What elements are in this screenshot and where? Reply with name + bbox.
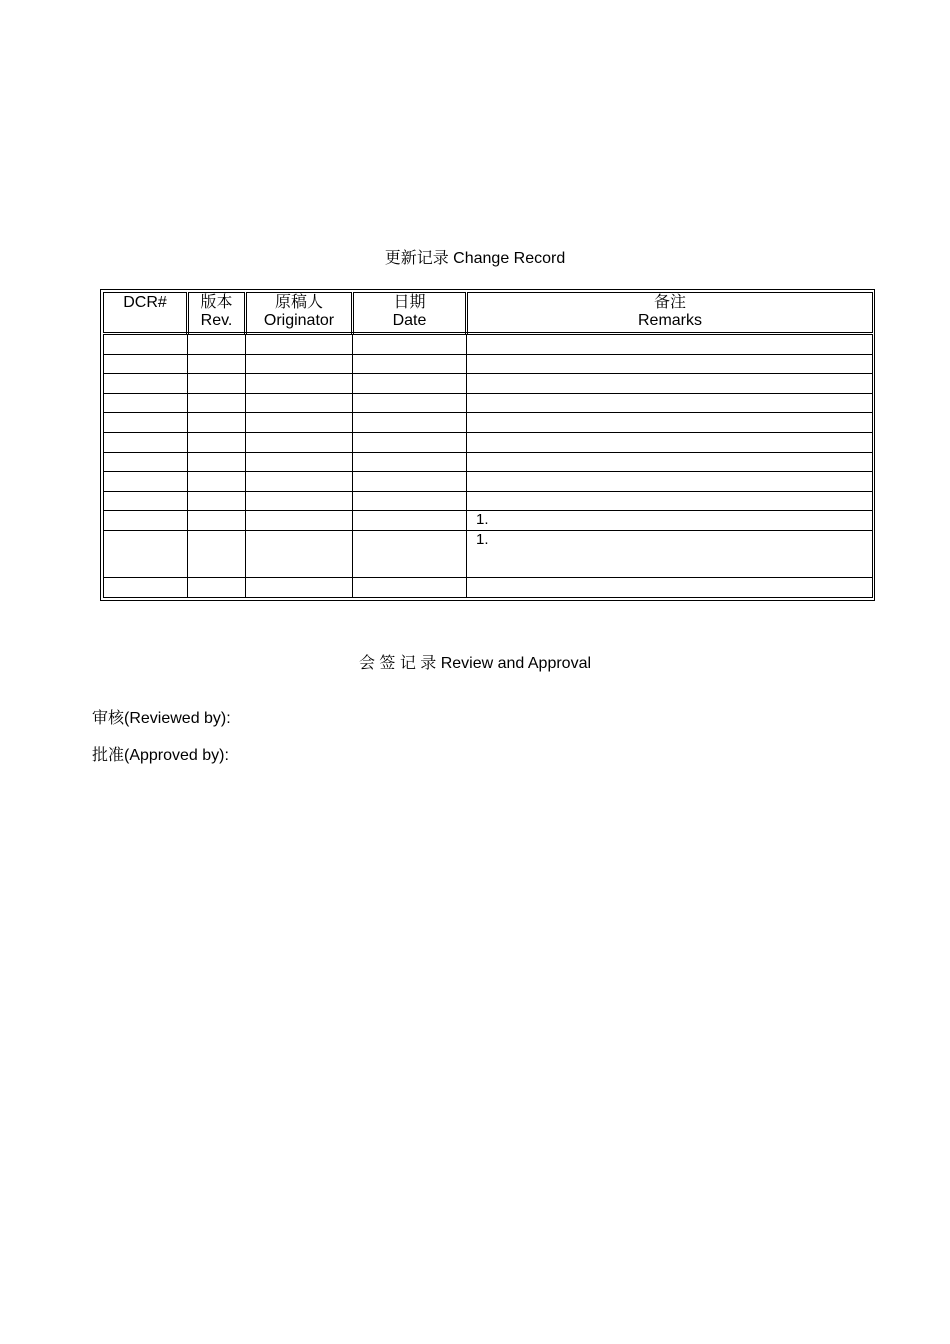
cell-originator	[246, 433, 353, 453]
header-date-en: Date	[392, 312, 427, 329]
header-remarks	[467, 293, 873, 334]
cell-dcr	[104, 472, 188, 492]
cell-originator	[246, 413, 353, 433]
cell-dcr	[104, 393, 188, 413]
cell-rev	[188, 511, 246, 531]
cell-rev	[188, 452, 246, 472]
cell-rev	[188, 578, 246, 598]
cell-originator	[246, 530, 353, 577]
table-row	[104, 491, 873, 511]
cell-originator	[246, 491, 353, 511]
cell-originator	[246, 452, 353, 472]
cell-rev	[188, 354, 246, 374]
header-rev	[188, 293, 246, 334]
cell-date	[353, 393, 467, 413]
cell-rev	[188, 413, 246, 433]
cell-dcr	[104, 530, 188, 577]
cell-originator	[246, 374, 353, 394]
cell-date	[353, 491, 467, 511]
header-date	[353, 293, 467, 334]
cell-remarks	[467, 472, 873, 492]
cell-remarks: 1.	[467, 530, 873, 577]
cell-dcr	[104, 433, 188, 453]
approved-by-label: 批准(Approved by):	[92, 747, 229, 764]
header-originator	[246, 293, 353, 334]
cell-date	[353, 334, 467, 355]
table-row	[104, 452, 873, 472]
cell-rev	[188, 472, 246, 492]
cell-dcr	[104, 374, 188, 394]
cell-rev	[188, 334, 246, 355]
cell-date	[353, 354, 467, 374]
header-dcr-label: DCR#	[123, 294, 167, 311]
cell-dcr	[104, 491, 188, 511]
table-row	[104, 578, 873, 598]
cell-originator	[246, 578, 353, 598]
table-row	[104, 354, 873, 374]
cell-date	[353, 374, 467, 394]
change-record-table-frame	[100, 289, 875, 601]
cell-originator	[246, 511, 353, 531]
table-row	[104, 334, 873, 355]
cell-originator	[246, 472, 353, 492]
cell-remarks	[467, 433, 873, 453]
table-row	[104, 413, 873, 433]
cell-date	[353, 452, 467, 472]
cell-dcr	[104, 413, 188, 433]
cell-date	[353, 511, 467, 531]
table-row	[104, 472, 873, 492]
table-row	[104, 433, 873, 453]
cell-remarks	[467, 374, 873, 394]
cell-dcr	[104, 511, 188, 531]
table-row	[104, 374, 873, 394]
cell-date	[353, 530, 467, 577]
cell-rev	[188, 433, 246, 453]
cell-remarks	[467, 452, 873, 472]
cell-date	[353, 433, 467, 453]
cell-remarks	[467, 413, 873, 433]
cell-remarks: 1.	[467, 511, 873, 531]
header-dcr	[104, 293, 188, 334]
cell-originator	[246, 354, 353, 374]
change-record-title: 更新记录 Change Record	[384, 250, 566, 267]
cell-dcr	[104, 334, 188, 355]
cell-date	[353, 413, 467, 433]
cell-remarks	[467, 393, 873, 413]
review-approval-title: 会 签 记 录 Review and Approval	[358, 655, 592, 672]
cell-date	[353, 472, 467, 492]
header-rev-en: Rev.	[200, 312, 233, 329]
change-record-table	[103, 292, 873, 598]
header-remarks-en: Remarks	[637, 312, 702, 329]
table-header-row	[104, 293, 873, 334]
header-originator-cn: 原稿人	[274, 294, 323, 311]
header-originator-en: Originator	[263, 312, 335, 329]
cell-remarks	[467, 578, 873, 598]
reviewed-by-label: 审核(Reviewed by):	[92, 710, 231, 727]
cell-dcr	[104, 354, 188, 374]
cell-rev	[188, 530, 246, 577]
table-row	[104, 393, 873, 413]
cell-date	[353, 578, 467, 598]
cell-remarks	[467, 491, 873, 511]
cell-originator	[246, 393, 353, 413]
table-row	[104, 511, 873, 531]
header-rev-cn: 版本	[200, 294, 233, 311]
cell-remarks	[467, 354, 873, 374]
cell-rev	[188, 491, 246, 511]
cell-remarks	[467, 334, 873, 355]
cell-dcr	[104, 452, 188, 472]
cell-dcr	[104, 578, 188, 598]
header-remarks-cn: 备注	[653, 294, 686, 311]
cell-rev	[188, 393, 246, 413]
cell-originator	[246, 334, 353, 355]
header-date-cn: 日期	[393, 294, 426, 311]
table-row	[104, 530, 873, 577]
cell-rev	[188, 374, 246, 394]
